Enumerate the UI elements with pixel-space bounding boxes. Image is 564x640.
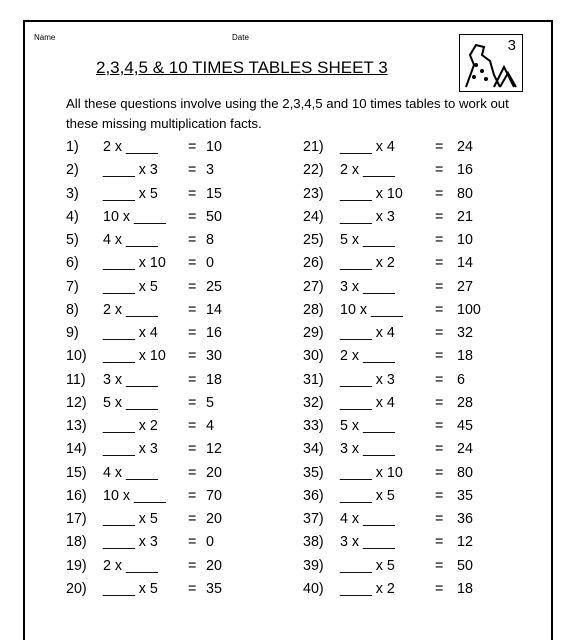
question-number: 21) (303, 139, 324, 155)
question-answer: 0 (206, 534, 214, 551)
equals-sign: = (435, 162, 444, 179)
question-expression: ____ x 5 (340, 487, 395, 504)
question-answer: 32 (457, 325, 473, 341)
question-expression: ____ x 10 (340, 464, 403, 481)
question-expression: 10 x ____ (103, 208, 166, 225)
question-expression: ____ x 5 (103, 185, 158, 202)
question-expression: 3 x ____ (340, 278, 395, 295)
dinosaur-logo (459, 34, 523, 92)
equals-sign: = (435, 418, 444, 434)
question-answer: 6 (457, 371, 465, 388)
question-number: 29) (303, 325, 324, 341)
question-answer: 80 (457, 464, 473, 481)
question-number: 37) (303, 511, 324, 527)
question-expression: ____ x 4 (103, 325, 158, 341)
question-expression: ____ x 2 (340, 255, 395, 272)
question-number: 23) (303, 185, 324, 202)
question-answer: 20 (206, 511, 222, 527)
equals-sign: = (188, 511, 197, 527)
question-number: 19) (66, 557, 87, 574)
equals-sign: = (188, 232, 197, 248)
question-answer: 12 (206, 441, 222, 458)
question-number: 25) (303, 232, 324, 248)
page-title: 2,3,4,5 & 10 TIMES TABLES SHEET 3 (96, 58, 388, 77)
equals-sign: = (435, 185, 444, 202)
equals-sign: = (188, 464, 197, 481)
logo-number: 3 (507, 37, 516, 54)
question-expression: ____ x 5 (103, 580, 158, 597)
question-answer: 24 (457, 139, 473, 155)
name-label: Name (34, 33, 56, 42)
question-number: 1) (66, 139, 79, 155)
question-expression: 5 x ____ (340, 232, 395, 248)
question-expression: ____ x 10 (340, 185, 403, 202)
question-number: 39) (303, 557, 324, 574)
date-label: Date (232, 33, 249, 42)
question-number: 15) (66, 464, 87, 481)
question-number: 31) (303, 371, 324, 388)
question-answer: 18 (206, 371, 222, 388)
question-number: 14) (66, 441, 87, 458)
question-answer: 35 (206, 580, 222, 597)
question-expression: 4 x ____ (340, 511, 395, 527)
equals-sign: = (188, 348, 197, 365)
question-expression: 3 x ____ (103, 371, 158, 388)
question-number: 30) (303, 348, 324, 365)
equals-sign: = (188, 418, 197, 434)
equals-sign: = (188, 162, 197, 179)
question-expression: 5 x ____ (340, 418, 395, 434)
question-answer: 70 (206, 487, 222, 504)
equals-sign: = (188, 534, 197, 551)
equals-sign: = (188, 487, 197, 504)
question-expression: ____ x 5 (103, 278, 158, 295)
equals-sign: = (188, 139, 197, 155)
question-expression: 10 x ____ (340, 301, 403, 318)
equals-sign: = (188, 441, 197, 458)
equals-sign: = (188, 371, 197, 388)
question-answer: 14 (206, 301, 222, 318)
question-answer: 50 (206, 208, 222, 225)
question-number: 4) (66, 208, 79, 225)
question-number: 24) (303, 208, 324, 225)
equals-sign: = (435, 487, 444, 504)
equals-sign: = (435, 511, 444, 527)
question-answer: 24 (457, 441, 473, 458)
question-number: 35) (303, 464, 324, 481)
question-number: 5) (66, 232, 79, 248)
question-number: 9) (66, 325, 79, 341)
question-number: 20) (66, 580, 87, 597)
equals-sign: = (435, 441, 444, 458)
question-answer: 16 (206, 325, 222, 341)
question-number: 13) (66, 418, 87, 434)
question-number: 18) (66, 534, 87, 551)
equals-sign: = (188, 557, 197, 574)
equals-sign: = (435, 394, 444, 411)
question-number: 11) (66, 371, 86, 388)
question-expression: ____ x 3 (340, 371, 395, 388)
equals-sign: = (435, 348, 444, 365)
question-expression: ____ x 5 (340, 557, 395, 574)
question-answer: 4 (206, 418, 214, 434)
equals-sign: = (435, 325, 444, 341)
equals-sign: = (435, 301, 444, 318)
question-expression: ____ x 5 (103, 511, 158, 527)
equals-sign: = (435, 534, 444, 551)
equals-sign: = (188, 394, 197, 411)
question-answer: 28 (457, 394, 473, 411)
question-expression: ____ x 3 (103, 162, 158, 179)
equals-sign: = (435, 557, 444, 574)
question-number: 34) (303, 441, 324, 458)
question-expression: ____ x 3 (103, 441, 158, 458)
question-answer: 30 (206, 348, 222, 365)
question-number: 10) (66, 348, 87, 365)
question-expression: 2 x ____ (103, 301, 158, 318)
question-answer: 50 (457, 557, 473, 574)
question-expression: 2 x ____ (340, 162, 395, 179)
question-expression: ____ x 4 (340, 139, 395, 155)
question-answer: 15 (206, 185, 222, 202)
question-number: 32) (303, 394, 324, 411)
question-answer: 20 (206, 464, 222, 481)
question-number: 3) (66, 185, 79, 202)
question-answer: 20 (206, 557, 222, 574)
question-answer: 21 (457, 208, 473, 225)
question-answer: 10 (206, 139, 222, 155)
question-number: 27) (303, 278, 324, 295)
question-expression: 4 x ____ (103, 232, 158, 248)
question-expression: 4 x ____ (103, 464, 158, 481)
question-answer: 18 (457, 580, 473, 597)
equals-sign: = (435, 278, 444, 295)
question-answer: 5 (206, 394, 214, 411)
instructions-text: All these questions involve using the 2,3,4,5 and 10 times tables to work out these missing multiplication facts. (66, 96, 509, 131)
question-number: 36) (303, 487, 324, 504)
question-answer: 80 (457, 185, 473, 202)
question-number: 26) (303, 255, 324, 272)
equals-sign: = (188, 580, 197, 597)
equals-sign: = (435, 580, 444, 597)
question-expression: 2 x ____ (103, 557, 158, 574)
question-answer: 18 (457, 348, 473, 365)
question-expression: 5 x ____ (103, 394, 158, 411)
equals-sign: = (435, 139, 444, 155)
question-expression: ____ x 4 (340, 394, 395, 411)
question-answer: 14 (457, 255, 473, 272)
question-answer: 27 (457, 278, 473, 295)
equals-sign: = (435, 208, 444, 225)
question-expression: 2 x ____ (103, 139, 158, 155)
question-answer: 45 (457, 418, 473, 434)
equals-sign: = (188, 255, 197, 272)
question-expression: ____ x 3 (103, 534, 158, 551)
equals-sign: = (435, 464, 444, 481)
question-number: 7) (66, 278, 79, 295)
equals-sign: = (435, 371, 444, 388)
question-answer: 100 (457, 301, 481, 318)
question-answer: 36 (457, 511, 473, 527)
dinosaur-icon (460, 35, 522, 91)
question-answer: 25 (206, 278, 222, 295)
question-expression: ____ x 2 (340, 580, 395, 597)
question-number: 12) (66, 394, 87, 411)
question-number: 16) (66, 487, 87, 504)
question-expression: ____ x 3 (340, 208, 395, 225)
equals-sign: = (188, 185, 197, 202)
question-expression: ____ x 10 (103, 255, 166, 272)
question-number: 8) (66, 301, 79, 318)
equals-sign: = (188, 208, 197, 225)
question-answer: 12 (457, 534, 473, 551)
equals-sign: = (188, 278, 197, 295)
question-number: 6) (66, 255, 79, 272)
equals-sign: = (435, 255, 444, 272)
question-number: 22) (303, 162, 324, 179)
question-number: 38) (303, 534, 324, 551)
question-expression: 10 x ____ (103, 487, 166, 504)
equals-sign: = (435, 232, 444, 248)
question-number: 28) (303, 301, 324, 318)
question-answer: 8 (206, 232, 214, 248)
question-number: 2) (66, 162, 79, 179)
question-expression: ____ x 4 (340, 325, 395, 341)
equals-sign: = (188, 325, 197, 341)
question-answer: 35 (457, 487, 473, 504)
equals-sign: = (188, 301, 197, 318)
question-number: 17) (66, 511, 87, 527)
question-expression: 2 x ____ (340, 348, 395, 365)
question-expression: ____ x 2 (103, 418, 158, 434)
question-expression: 3 x ____ (340, 534, 395, 551)
question-expression: 3 x ____ (340, 441, 395, 458)
question-answer: 16 (457, 162, 473, 179)
question-answer: 10 (457, 232, 473, 248)
question-number: 33) (303, 418, 324, 434)
question-answer: 0 (206, 255, 214, 272)
question-answer: 3 (206, 162, 214, 179)
question-number: 40) (303, 580, 324, 597)
question-expression: ____ x 10 (103, 348, 166, 365)
